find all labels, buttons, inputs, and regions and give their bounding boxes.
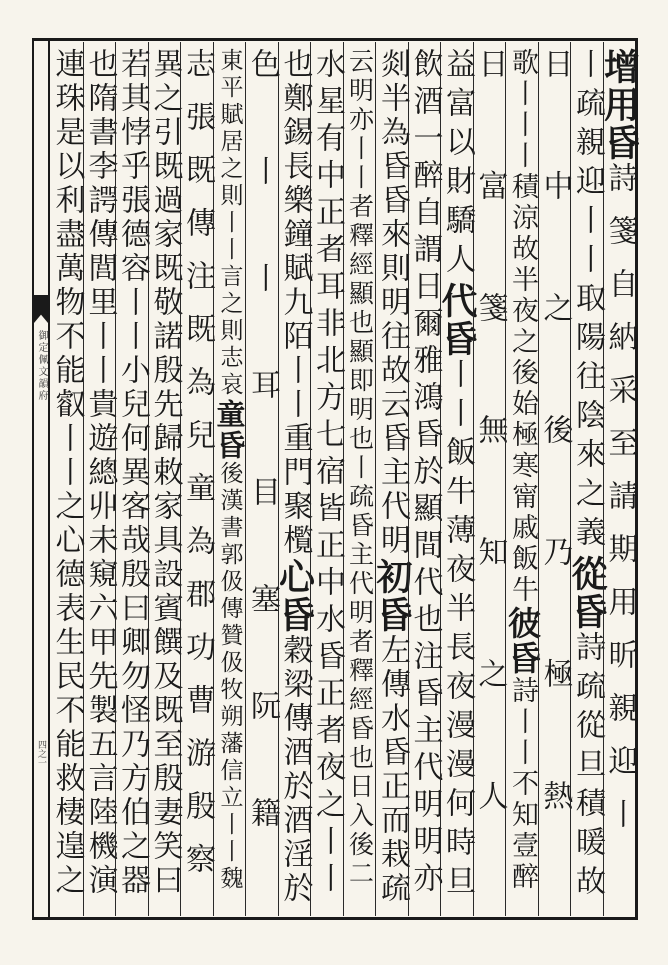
column-segment: 益富以財驕人 — [440, 48, 475, 282]
column-segment: 連珠是以利盡萬物不能叡丨丨之心德表生民不能救棲遑之 — [49, 48, 85, 898]
column-segment: 異之引既過家既敬諾殷先歸敕家具設賓饌及既至殷妻笑曰 — [147, 48, 183, 898]
headword: 彼昏 — [503, 606, 542, 676]
column-segment: 左傳水昏正而栽疏 — [375, 634, 410, 906]
column-segment: 志張既傳注既為兒童為郡功曹游殷察 — [180, 48, 215, 896]
column-text — [49, 42, 85, 916]
frame-top-border — [32, 38, 638, 41]
column-text — [82, 42, 118, 916]
column-segment: 日中之後乃極熱 — [537, 48, 573, 902]
text-column — [213, 42, 246, 916]
column-segment: 也隋書李諤傳閭里丨丨貴遊總丱未窺六甲先製五言陸機演 — [82, 48, 118, 898]
text-column — [273, 42, 316, 916]
text-column — [343, 42, 376, 916]
text-column — [436, 42, 478, 916]
column-segment: 水星有中正者耳非北方七宿皆正中水昏正者夜之丨丨 — [310, 48, 345, 899]
column-text — [503, 42, 542, 916]
column-text — [371, 42, 413, 916]
text-column — [371, 42, 413, 916]
column-segment: 丨疏親迎丨丨取陽往陰來之義 — [570, 48, 605, 555]
column-segment: 飲酒一醉自謂日爾雅鴻昏於顯間代也注昏主代明明亦 — [407, 48, 443, 899]
text-column — [180, 42, 213, 916]
column-text — [566, 42, 608, 916]
margin-page-number: 四之一 — [36, 740, 46, 767]
column-segment: 日富箋無知之人 — [472, 48, 508, 902]
column-segment: 歌丨丨丨積涼故半夜之後始極寒甯戚飯牛 — [507, 48, 538, 606]
column-segment: 色丨丨耳目塞阮籍 — [245, 48, 280, 904]
column-text — [472, 42, 508, 916]
headword: 代昏 — [436, 282, 478, 358]
text-column — [598, 42, 641, 916]
text-column — [245, 42, 278, 916]
column-text — [245, 42, 280, 916]
column-text — [345, 42, 374, 916]
column-segment: 東平賦居之則丨丨言之則志哀 — [216, 48, 243, 399]
text-column — [310, 42, 343, 916]
headword: 童昏 — [212, 399, 247, 461]
text-column — [503, 42, 542, 916]
column-segment: 詩丨丨不知壹醉 — [507, 676, 538, 893]
column-text — [407, 42, 443, 916]
text-column — [115, 42, 148, 916]
text-column — [538, 42, 571, 916]
column-text — [147, 42, 183, 916]
headword: 心昏 — [273, 558, 316, 634]
margin-book-label: 御定佩文韻府 — [36, 330, 47, 402]
column-segment: 若其悖乎張德容丨丨小兒何異客哉殷曰卿勿怪乃方伯之器 — [115, 48, 150, 898]
column-segment: 詩箋自納采至請期用昕親迎丨 — [602, 162, 638, 851]
column-text — [436, 42, 478, 916]
column-text — [273, 42, 316, 916]
column-segment: 後漢書郭伋傳贊伋牧朔藩信立丨丨魏 — [216, 461, 243, 893]
headword: 初昏 — [371, 558, 413, 634]
column-text — [180, 42, 215, 916]
text-columns — [49, 42, 641, 916]
text-column — [83, 42, 116, 916]
text-column — [148, 42, 181, 916]
column-segment: 剡半為昏昏來則明往故云昏主代明 — [375, 48, 410, 558]
text-column — [408, 42, 441, 916]
text-column — [473, 42, 506, 916]
column-text — [598, 42, 641, 916]
column-text — [212, 42, 247, 916]
headword: 增用昏 — [598, 48, 641, 162]
column-text — [115, 42, 150, 916]
column-segment: 詩疏從旦積暖故 — [570, 631, 605, 904]
column-text — [537, 42, 573, 916]
headword: 從昏 — [566, 555, 608, 631]
column-segment: 丨丨飯牛薄夜半長夜漫漫何時旦 — [440, 358, 475, 904]
column-segment: 穀梁傳酒於酒淫於 — [277, 634, 313, 906]
column-text — [310, 42, 345, 916]
text-column — [566, 42, 608, 916]
margin-strip — [34, 41, 50, 917]
frame-bottom-border — [32, 917, 638, 920]
text-column — [50, 42, 83, 916]
column-segment: 云明亦丨丨者釋經顯也顯即明也丨疏昏主代明者釋經昏也日入後二 — [345, 48, 375, 889]
column-segment: 也鄭錫長樂鐘賦九陌丨丨重門聚㰖 — [277, 48, 313, 558]
